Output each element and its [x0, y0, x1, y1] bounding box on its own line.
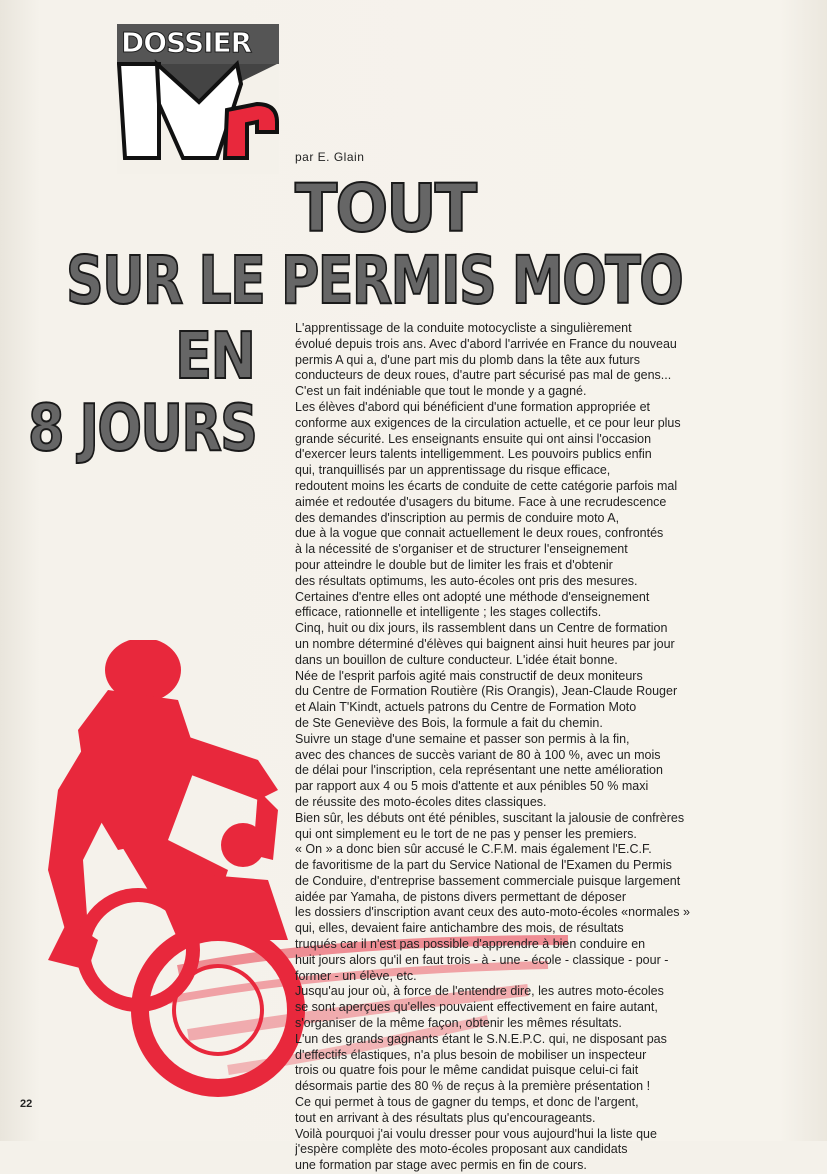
article-line: de réussite des moto-écoles dites classiques. — [295, 794, 547, 809]
article-line: pour atteindre le double but de limiter les frais et d'obtenir — [295, 557, 613, 572]
article-line: truqués car il n'est pas possible d'apprendre à bien conduire en — [295, 937, 646, 952]
article-line: aimée et redoutée d'usagers du bitume. Face à une recrudescence — [295, 494, 667, 509]
article-line: d'exercer leurs talents intelligemment. Les pouvoirs publics enfin — [295, 447, 652, 462]
article-line: qui, elles, devaient faire antichambre des mois, de résultats — [295, 921, 624, 936]
article-line: Jusqu'au jour où, à force de l'entendre dire, les autres moto-écoles — [295, 984, 664, 999]
article-line: redoutent moins les écarts de conduite de cette catégorie parfois mal — [295, 478, 678, 493]
article-line: de délai pour l'inscription, cela représentant une nette amélioration — [295, 763, 663, 778]
article-line: L'apprentissage de la conduite motocycliste a singulièrement — [295, 321, 632, 335]
article-line: trois ou quatre fois pour le même candidat puisque celui-ci fait — [295, 1063, 639, 1078]
article-line: évolué depuis trois ans. Avec d'abord l'arrivée en France du nouveau — [295, 336, 677, 351]
article-body — [295, 321, 785, 1174]
title-line-4: 8 JOURS — [28, 392, 257, 466]
article-line: former - un élève, etc. — [295, 968, 417, 983]
title-line-1: TOUT — [295, 170, 476, 247]
article-line: conducteurs de deux roues, d'autre part sécurisé pas mal de gens... — [295, 368, 672, 383]
article-line: de Conduire, d'entreprise bassement commerciale puisque largement — [295, 873, 681, 888]
article-line: Voilà pourquoi j'ai voulu dresser pour vous aujourd'hui la liste que — [295, 1126, 657, 1141]
article-line: permis A qui a, d'une part mis du plomb dans la tête aux futurs — [295, 352, 640, 367]
article-line: désormais partie des 80 % de reçus à la première présentation ! — [295, 1079, 651, 1094]
article-line: d'effectifs élastiques, n'a plus besoin de mobiliser un inspecteur — [295, 1047, 647, 1062]
dossier-logo — [117, 24, 279, 174]
article-line: aidée par Yamaha, de pistons divers permettant de déposer — [295, 889, 626, 904]
article-line: « On » a donc bien sûr accusé le C.F.M. mais également l'E.C.F. — [295, 842, 652, 857]
article-line: L'un des grands gagnants étant le S.N.E.P.C. qui, ne disposant pas — [295, 1031, 667, 1046]
article-line: Cinq, huit ou dix jours, ils rassemblent dans un Centre de formation — [295, 621, 668, 636]
article-line: des demandes d'inscription au permis de conduire moto A, — [295, 510, 620, 525]
article-line: Bien sûr, les débuts ont été pénibles, suscitant la jalousie de confrères — [295, 810, 685, 825]
article-line: un nombre déterminé d'élèves qui baignent ainsi huit heures par jour — [295, 636, 675, 651]
article-line: Ce qui permet à tous de gagner du temps, et donc de l'argent, — [295, 1095, 639, 1110]
article-line: C'est un fait indéniable que tout le monde y a gagné. — [295, 384, 587, 399]
title-line-3: EN — [175, 320, 255, 394]
article-line: se sont aperçues qu'elles pouvaient effectivement en faire autant, — [295, 1000, 658, 1015]
article-line: j'espère complète des moto-écoles proposant aux candidats — [295, 1142, 628, 1157]
article-line: qui ont simplement eu le tort de ne pas y penser les premiers. — [295, 826, 637, 841]
article-line: de favoritisme de la part du Service National de l'Examen du Permis — [295, 858, 672, 873]
article-line: efficace, rationnelle et intelligente ; les stages collectifs. — [295, 605, 602, 620]
article-line: Suivre un stage d'une semaine et passer son permis à la fin, — [295, 731, 630, 746]
logo-dossier-text: DOSSIER — [121, 26, 252, 59]
article-line: les dossiers d'inscription avant ceux des auto-moto-écoles «normales » — [295, 905, 690, 920]
article-line: des résultats optimums, les auto-écoles ont pris des mesures. — [295, 573, 638, 588]
article-line: à la nécessité de s'organiser et de structurer l'enseignement — [295, 542, 628, 557]
title-line-2: SUR LE PERMIS MOTO — [66, 242, 683, 319]
byline: par E. Glain — [295, 150, 365, 164]
article-line: avec des chances de succès variant de 80 à 100 %, avec un mois — [295, 747, 661, 762]
article-line: conforme aux exigences de la circulation actuelle, et ce pour leur plus — [295, 415, 681, 430]
article-line: dans un bouillon de culture conducteur. L'idée était bonne. — [295, 652, 618, 667]
page-number: 22 — [20, 1098, 33, 1110]
article-line: par rapport aux 4 ou 5 mois d'attente et aux pénibles 50 % maxi — [295, 779, 649, 794]
article-line: Certaines d'entre elles ont adopté une méthode d'enseignement — [295, 589, 650, 604]
article-line: une formation par stage avec permis en fin de cours. — [295, 1158, 587, 1173]
article-line: qui, tranquillisés par un apprentissage du risque efficace, — [295, 463, 611, 478]
article-line: s'organiser de la même façon, obtenir les mêmes résultats. — [295, 1016, 622, 1031]
article-line: huit jours alors qu'il en faut trois - à - une - école - classique - pour - — [295, 952, 669, 967]
article-line: de Ste Geneviève des Bois, la formule a fait du chemin. — [295, 715, 603, 730]
article-line: et Alain T'Kindt, actuels patrons du Centre de Formation Moto — [295, 700, 637, 715]
article-line: tout en arrivant à des résultats plus qu'encourageants. — [295, 1110, 596, 1125]
article-line: due à la vogue que connait actuellement le deux roues, confrontés — [295, 526, 664, 541]
article-line: Née de l'esprit parfois agité mais constructif de deux moniteurs — [295, 668, 643, 683]
article-line: Les élèves d'abord qui bénéficient d'une formation appropriée et — [295, 399, 651, 414]
article-line: grande sécurité. Les enseignants ensuite qui ont ainsi l'occasion — [295, 431, 652, 446]
article-line: du Centre de Formation Routière (Ris Orangis), Jean-Claude Rouger — [295, 684, 678, 699]
